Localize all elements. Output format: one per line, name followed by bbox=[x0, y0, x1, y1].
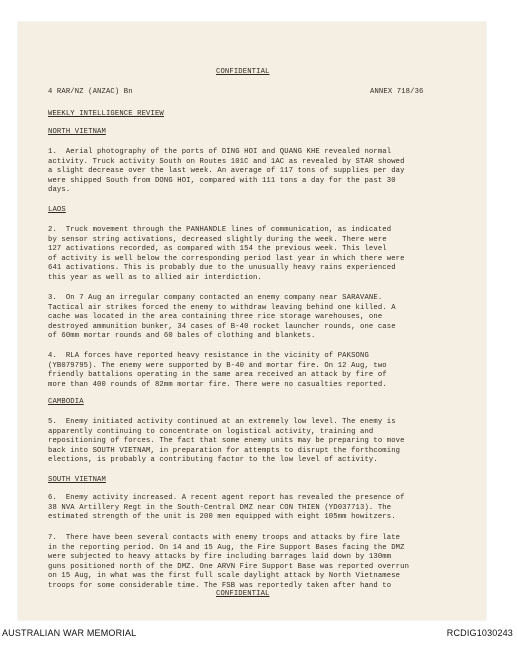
footer-institution: AUSTRALIAN WAR MEMORIAL bbox=[2, 628, 137, 638]
document-title: WEEKLY INTELLIGENCE REVIEW bbox=[48, 110, 164, 118]
section-heading-south-vietnam: SOUTH VIETNAM bbox=[48, 476, 106, 484]
paragraph-5: 5. Enemy initiated activity continued at an extremely low level. The enemy is apparently continuing to concentrate on logistical activity, training and repositioning of forces. The fact that some enemy units may be preparing to move back into SOUTH VIETNAM, in preparation for attempts to disrupt the forthcoming elections, is probably a contributing factor to the low level of activity. bbox=[48, 418, 405, 465]
classification-bottom: CONFIDENTIAL bbox=[216, 590, 270, 598]
unit-name: 4 RAR/NZ (ANZAC) Bn bbox=[48, 88, 133, 96]
section-heading-cambodia: CAMBODIA bbox=[48, 398, 84, 406]
paragraph-4: 4. RLA forces have reported heavy resistance in the vicinity of PAKSONG (YB079795). The enemy were supported by B-40 and mortar fire. On 12 Aug, two friendly battalions operating in the same area received an attack by fire of more than 400 rounds of 82mm mortar fire. There were no casualties reported. bbox=[48, 352, 387, 389]
paragraph-3: 3. On 7 Aug an irregular company contacted an enemy company near SARAVANE. Tactical air strikes forced the enemy to withdraw leaving behind one killed. A cache was located in the area containing three rice storage warehouses, one destroyed ammunition bunker, 34 cases of B-40 rocket launcher rounds, one case of 60mm mortar rounds and 60 bales of clothing and blankets. bbox=[48, 294, 396, 341]
section-heading-north-vietnam: NORTH VIETNAM bbox=[48, 128, 106, 136]
section-heading-laos: LAOS bbox=[48, 206, 66, 214]
annex-number: ANNEX 718/36 bbox=[370, 88, 424, 96]
paragraph-7: 7. There have been several contacts with enemy troops and attacks by fire late in the reporting period. On 14 and 15 Aug, the Fire Support Bases facing the DMZ were subjected to heavy attacks by fire including barrages laid down by 130mm guns positioned north of the DMZ. One ARVN Fire Support Base was reported overrun on 15 Aug, in what was the first full scale daylight attack by North Vietnamese troops for some considerable time. The FSB was reportedly taken after hand to bbox=[48, 534, 410, 590]
document-page bbox=[18, 22, 486, 620]
classification-top: CONFIDENTIAL bbox=[216, 68, 270, 76]
paragraph-2: 2. Truck movement through the PANHANDLE lines of communication, as indicated by sensor string activations, decreased slightly during the week. There were 127 activations recorded, as compared with 154 the previous week. This level of activity is well below the corresponding period last year in which there were 641 activations. This is probably due to the unusually heavy rains experienced this year as well as to allied air interdiction. bbox=[48, 226, 405, 282]
paragraph-1: 1. Aerial photography of the ports of DING HOI and QUANG KHE revealed normal activity. Truck activity South on Routes 101C and 1AC as revealed by STAR showed a slight decrease over the last week. An average of 117 tons of supplies per day were shipped South from DONG HOI, compared with 111 tons a day for the past 30 days. bbox=[48, 148, 405, 195]
footer-record-id: RCDIG1030243 bbox=[446, 628, 513, 638]
paragraph-6: 6. Enemy activity increased. A recent agent report has revealed the presence of 38 NVA Artillery Regt in the South-Central DMZ near CON THIEN (YD037713). The estimated strength of the unit is 200 men equipped with eight 105mm howitzers. bbox=[48, 494, 405, 522]
